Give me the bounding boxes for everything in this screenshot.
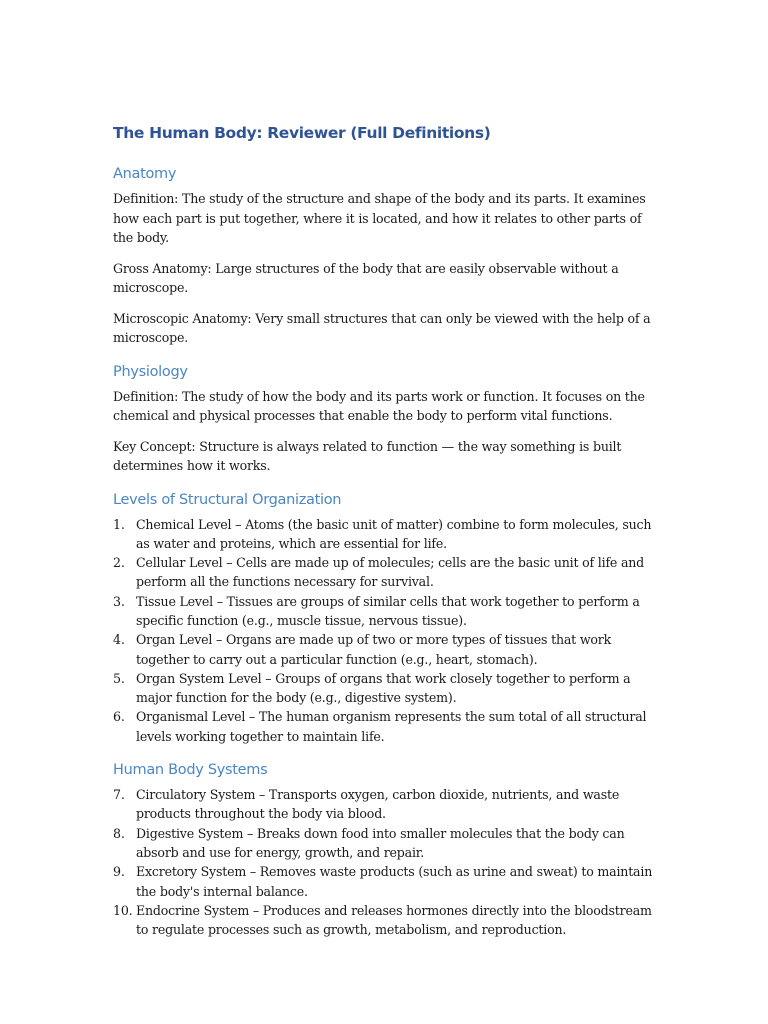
list-item [113,901,656,940]
section-physiology [113,362,656,476]
list-item [113,592,656,631]
list-item [113,630,656,669]
list-item-number: 9. [113,864,125,880]
list-item-text: Digestive System – Breaks down food into smaller molecules that the body can absorb and use for energy, growth, and repair. [136,825,625,860]
systems-heading: Human Body Systems [113,762,268,779]
list-item-text: Circulatory System – Transports oxygen, carbon dioxide, nutrients, and waste products throughout the body via blood. [136,787,620,822]
levels-heading: Levels of Structural Organization [113,491,342,508]
section-levels-of-organization [113,490,656,747]
anatomy-heading: Anatomy [113,166,177,182]
section-anatomy [113,164,656,348]
list-item [113,553,656,592]
physiology-definition: Definition: The study of how the body and its parts work or function. It focuses on the chemical and physical processes that enable the body to perform vital functions. [113,388,645,423]
list-item-text: Chemical Level – Atoms (the basic unit of matter) combine to form molecules, such as water and proteins, which are essential for life. [136,516,652,551]
section-body-systems [113,760,656,939]
list-item-number: 6. [113,709,125,725]
list-item-number: 3. [113,593,125,609]
list-item-number: 8. [113,825,125,841]
list-item-number: 2. [113,555,125,571]
anatomy-definition: Definition: The study of the structure and shape of the body and its parts. It examines how each part is put together, where it is located, and how it relates to other parts of the body. [113,191,646,245]
list-item-text: Cellular Level – Cells are made up of molecules; cells are the basic unit of life and perform all the functions necessary for survival. [136,555,645,590]
list-item [113,669,656,708]
list-item [113,862,656,901]
systems-list [113,785,656,939]
list-item-text: Endocrine System – Produces and releases hormones directly into the bloodstream to regulate processes such as growth, metabolism, and reproduction. [136,902,652,938]
list-item-text: Tissue Level – Tissues are groups of similar cells that work together to perform a specific function (e.g., muscle tissue, nervous tissue). [136,593,640,628]
list-item-text: Excretory System – Removes waste products (such as urine and sweat) to maintain the body's internal balance. [136,864,653,899]
list-item-number: 1. [113,516,125,532]
list-item-text: Organismal Level – The human organism represents the sum total of all structural levels working together to maintain life. [136,709,647,744]
document-title: The Human Body: Reviewer (Full Definitions) [113,124,491,142]
list-item-number: 7. [113,787,125,803]
list-item [113,785,656,824]
key-concept-paragraph: Key Concept: Structure is always related to function — the way something is built determines how it works. [113,438,622,473]
list-item [113,824,656,863]
list-item-number: 10. [113,902,133,918]
levels-list [113,515,656,747]
list-item [113,707,656,746]
list-item-text: Organ Level – Organs are made up of two or more types of tissues that work together to carry out a particular function (e.g., heart, stomach). [136,632,612,667]
list-item-text: Organ System Level – Groups of organs that work closely together to perform a major function for the body (e.g., digestive system). [136,670,631,706]
gross-anatomy-paragraph: Gross Anatomy: Large structures of the body that are easily observable without a microscope. [113,260,619,295]
microscopic-anatomy-paragraph: Microscopic Anatomy: Very small structures that can only be viewed with the help of a microscope. [113,310,651,345]
list-item-number: 4. [113,632,125,648]
list-item [113,515,656,554]
list-item-number: 5. [113,670,125,686]
physiology-heading: Physiology [113,363,188,380]
